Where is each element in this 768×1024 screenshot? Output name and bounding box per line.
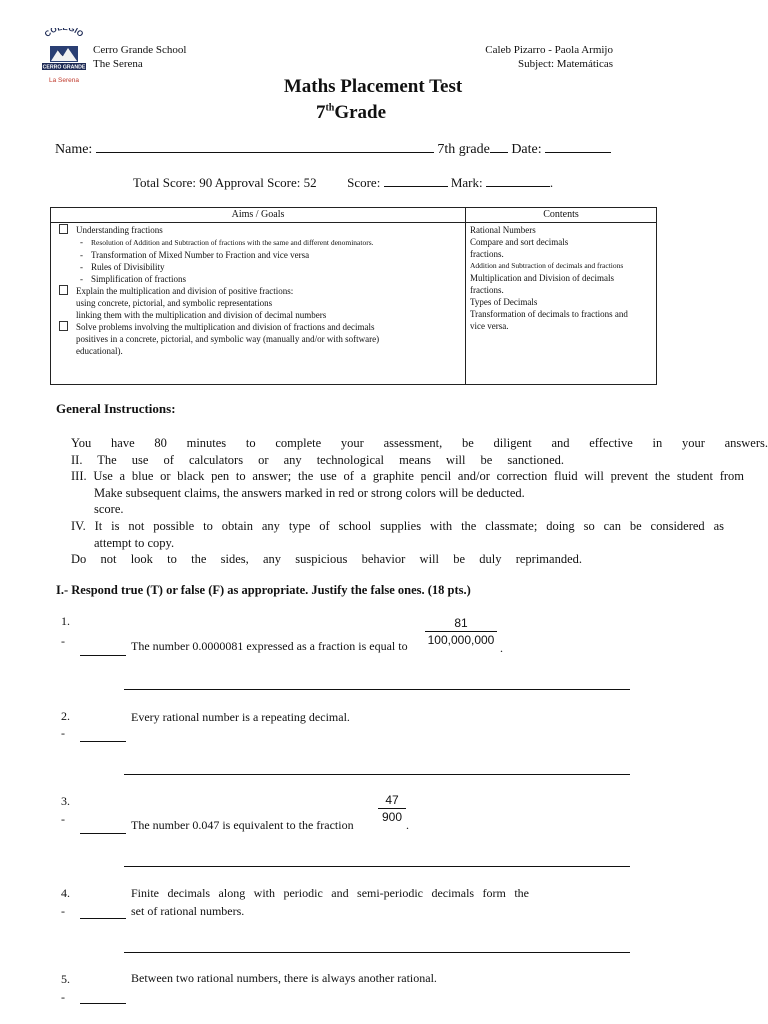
instruction-3a: III. Use a blue or black pen to answer; the use of a graphite pencil and/or correction fluid will prevent the student from [71, 469, 744, 483]
question-text: Finite decimals along with periodic and semi-periodic decimals form the [131, 886, 529, 900]
grade-label: 7th grade [437, 142, 490, 157]
answer-blank[interactable] [80, 655, 126, 656]
question-dash: - [61, 726, 65, 740]
fraction-numerator: 81 [454, 616, 468, 630]
contents-item: Transformation of decimals to fractions and [470, 309, 628, 319]
aims-item [59, 273, 461, 285]
instruction-5: Do not look to the sides, any suspicious behavior will be duly reprimanded. [71, 552, 582, 566]
question-number: 4. [61, 886, 70, 900]
dash-bullet-icon: - [80, 262, 83, 272]
aims-item-text: Transformation of Mixed Number to Fraction and vice versa [91, 250, 310, 260]
aims-item [59, 297, 461, 309]
question-text: The number 0.047 is equivalent to the fraction [131, 818, 354, 832]
total-score-text: Total Score: 90 Approval Score: 52 [133, 175, 317, 190]
school-header [93, 43, 186, 71]
contents-item: fractions. [470, 285, 504, 295]
question-dash: - [61, 812, 65, 826]
instruction-4a: IV. It is not possible to obtain any type of school supplies with the classmate; doing so can be considered as [71, 519, 724, 533]
score-line-end: . [549, 175, 554, 190]
aims-item-text: Explain the multiplication and division of positive fractions: [76, 286, 294, 296]
grade-field[interactable] [490, 152, 508, 153]
dash-bullet-icon: - [80, 274, 83, 284]
aims-item-text: Simplification of fractions [91, 274, 186, 284]
aims-item [59, 261, 461, 273]
score-field[interactable] [384, 186, 448, 187]
aims-item [59, 333, 461, 345]
logo-arc-text: CO GIO [42, 28, 86, 39]
aims-item-text: Understanding fractions [76, 225, 163, 235]
question-text: The number 0.0000081 expressed as a fraction is equal to [131, 639, 408, 653]
checkbox-square-icon [59, 285, 68, 295]
question-text: Every rational number is a repeating decimal. [131, 710, 350, 724]
question-text-cont: set of rational numbers. [131, 904, 245, 918]
contents-item: Compare and sort decimals [470, 237, 569, 247]
aims-item-text: educational). [76, 346, 123, 356]
aims-item [59, 249, 461, 261]
question-end: . [500, 641, 503, 655]
aims-item-text: Solve problems involving the multiplication and division of fractions and decimals [76, 322, 375, 332]
question-dash: - [61, 634, 65, 648]
answer-blank[interactable] [80, 833, 126, 834]
fraction-denominator: 100,000,000 [425, 631, 497, 647]
question-dash: - [61, 904, 65, 918]
score-line [133, 175, 553, 191]
contents-item: Types of Decimals [470, 297, 538, 307]
instructions-heading: General Instructions: [56, 401, 176, 416]
aims-item [59, 285, 461, 297]
subject: Subject: Matemáticas [518, 58, 613, 70]
dash-bullet-icon: - [80, 237, 83, 247]
grade-title [0, 102, 702, 124]
grade-word: Grade [334, 102, 387, 123]
contents-item: fractions. [470, 249, 504, 259]
logo-city-text: La Serena [49, 77, 79, 84]
logo-band-text: CERRO GRANDE [42, 64, 86, 71]
question-number: 2. [61, 709, 70, 723]
question-end: . [406, 818, 409, 832]
contents-item: Multiplication and Division of decimals [470, 273, 614, 283]
question-dash: - [61, 990, 65, 1004]
name-line [55, 142, 611, 158]
date-label: Date: [511, 142, 542, 157]
name-label: Name: [55, 142, 93, 157]
justification-line[interactable] [124, 774, 630, 775]
aims-item [59, 309, 461, 321]
checkbox-square-icon [59, 224, 68, 234]
aims-cell [51, 223, 466, 385]
fraction [378, 793, 406, 824]
aims-header: Aims / Goals [51, 208, 466, 223]
answer-blank[interactable] [80, 1003, 126, 1004]
aims-item-text: Rules of Divisibility [91, 262, 165, 272]
instruction-3b: Make subsequent claims, the answers marked in red or strong colors will be deducted. [94, 486, 525, 500]
date-field[interactable] [545, 152, 611, 153]
teacher-header [485, 43, 613, 71]
checkbox-square-icon [59, 321, 68, 331]
school-name: Cerro Grande School [93, 44, 187, 56]
instruction-3c: score. [94, 502, 124, 516]
aims-item [59, 224, 461, 236]
question-number: 5. [61, 972, 70, 986]
name-field[interactable] [96, 152, 434, 153]
aims-item [59, 321, 461, 333]
question-text: Between two rational numbers, there is always another rational. [131, 971, 437, 985]
fraction-numerator: 47 [385, 793, 399, 807]
contents-item: Rational Numbers [470, 225, 536, 235]
fraction [425, 616, 497, 647]
answer-blank[interactable] [80, 918, 126, 919]
instruction-1: You have 80 minutes to complete your assessment, be diligent and effective in your answers. [71, 436, 768, 450]
question-number: 3. [61, 794, 70, 808]
dash-bullet-icon: - [80, 250, 83, 260]
svg-text:COLEGIO [43, 28, 85, 39]
fraction-denominator: 900 [378, 808, 406, 824]
answer-blank[interactable] [80, 741, 126, 742]
contents-cell [466, 223, 657, 385]
contents-header: Contents [466, 208, 657, 223]
aims-item [59, 236, 461, 249]
contents-item: vice versa. [470, 321, 509, 331]
grade-sup: th [325, 102, 335, 114]
page-title: Maths Placement Test [283, 76, 463, 97]
mark-field[interactable] [486, 186, 550, 187]
aims-contents-table [50, 207, 657, 385]
instruction-4b: attempt to copy. [94, 536, 175, 550]
justification-line[interactable] [124, 866, 630, 867]
justification-line[interactable] [124, 689, 630, 690]
aims-item-text: using concrete, pictorial, and symbolic representations [76, 298, 273, 308]
aims-item-text: Resolution of Addition and Subtraction of fractions with the same and different denominators. [91, 238, 374, 247]
justification-line[interactable] [124, 952, 630, 953]
score-label: Score: [347, 175, 381, 190]
teachers: Caleb Pizarro - Paola Armijo [485, 44, 613, 56]
aims-item [59, 345, 461, 357]
mark-label: Mark: [450, 175, 483, 190]
aims-item-text: positives in a concrete, pictorial, and symbolic way (manually and/or with software) [76, 334, 380, 344]
contents-item: Addition and Subtraction of decimals and fractions [470, 261, 624, 270]
grade-number: 7 [315, 102, 326, 123]
school-city: The Serena [93, 58, 143, 70]
section-heading: I.- Respond true (T) or false (F) as appropriate. Justify the false ones. (18 pts.) [56, 583, 471, 597]
question-number: 1. [61, 614, 70, 628]
instruction-2: II. The use of calculators or any technological means will be sanctioned. [71, 453, 564, 467]
aims-item-text: linking them with the multiplication and division of decimal numbers [76, 310, 327, 320]
